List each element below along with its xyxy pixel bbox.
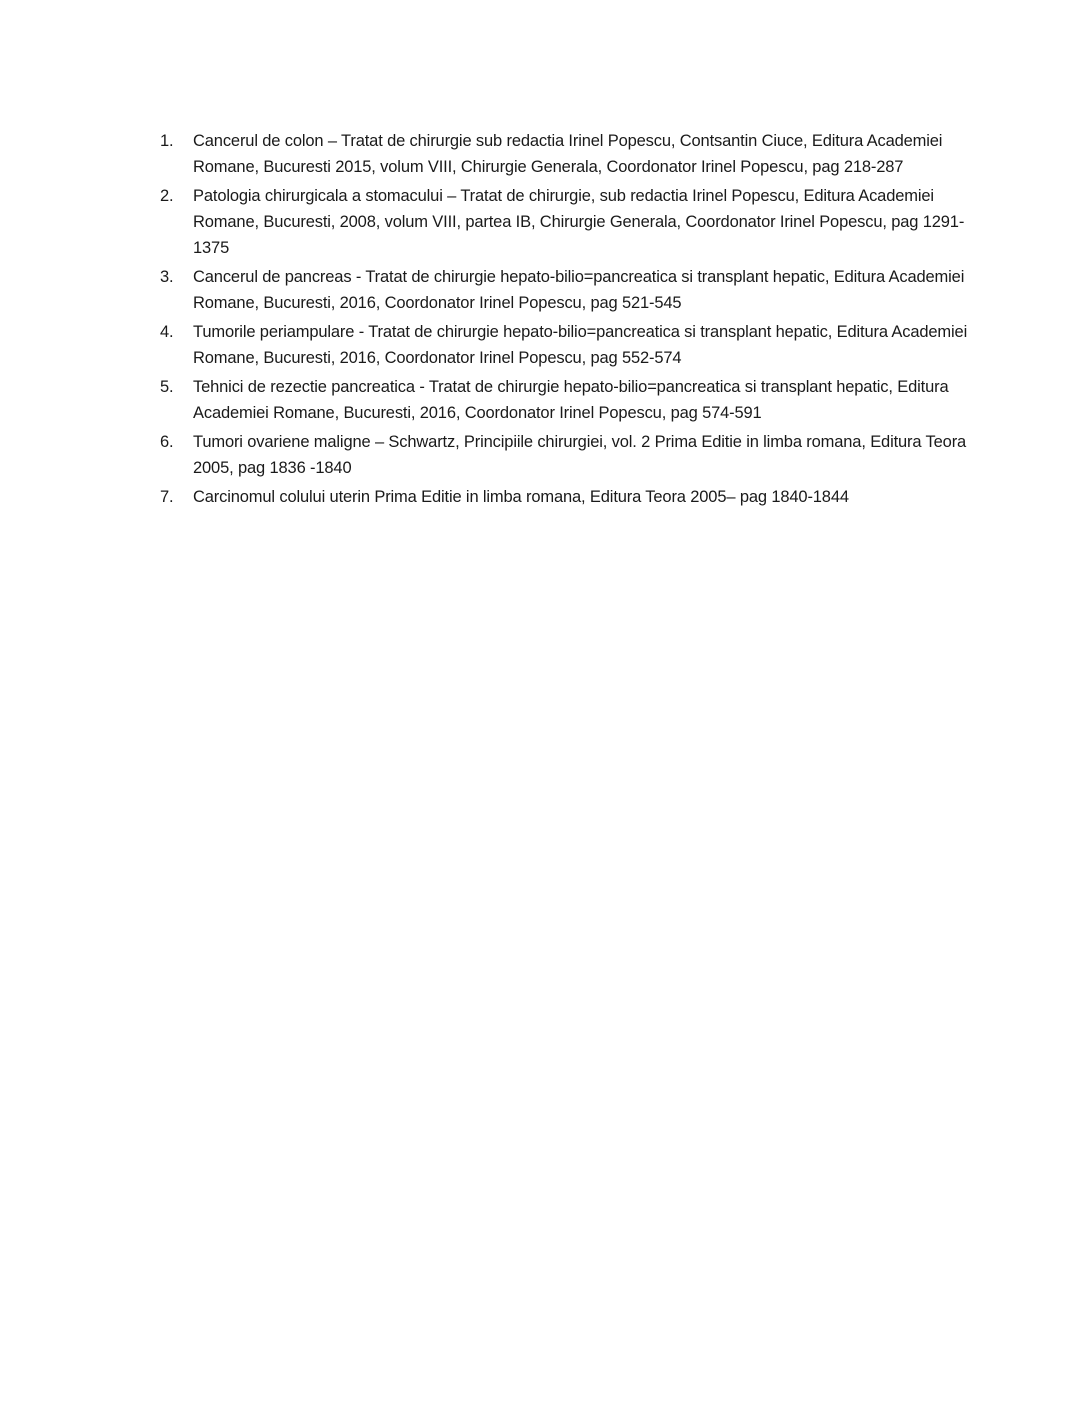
reference-title: Tumorile periampulare	[193, 323, 355, 341]
list-item-text	[193, 374, 970, 426]
list-item-text	[193, 183, 970, 261]
list-item	[160, 128, 970, 180]
list-item-text	[193, 484, 970, 510]
list-item	[160, 484, 970, 510]
reference-source: - Tratat de chirurgie hepato-bilio=pancreatica si transplant hepatic, Editura Academiei Romane, Bucuresti, 2016, Coordonator Irinel Popescu, pag 552-574	[193, 323, 968, 367]
reference-text: Patologia chirurgicala a stomacului – Tratat de chirurgie, sub redactia Irinel Popescu, Editura Academiei Romane, Bucuresti, 2008, volum VIII, partea IB, Chirurgie Generala, Coordonator Irinel Popescu, pag 1291-1375	[193, 187, 965, 257]
list-item-text	[193, 429, 970, 481]
reference-list	[160, 128, 970, 513]
list-item-number: 1.	[160, 132, 174, 150]
list-item-number: 7.	[160, 488, 174, 506]
list-item	[160, 183, 970, 261]
reference-title: Tehnici de rezectie pancreatica	[193, 378, 415, 396]
list-item-text	[193, 128, 970, 180]
list-item-text	[193, 264, 970, 316]
list-item	[160, 319, 970, 371]
list-item	[160, 374, 970, 426]
list-item	[160, 429, 970, 481]
list-item-number: 3.	[160, 268, 174, 286]
list-item-text	[193, 319, 970, 371]
list-item-number: 4.	[160, 323, 174, 341]
list-item-number: 2.	[160, 187, 174, 205]
list-item-number: 6.	[160, 433, 174, 451]
reference-source: - Tratat de chirurgie hepato-bilio=pancreatica si transplant hepatic, Editura Academiei Romane, Bucuresti, 2016, Coordonator Irinel Popescu, pag 574-591	[193, 378, 949, 422]
reference-source: - Tratat de chirurgie hepato-bilio=pancreatica si transplant hepatic, Editura Academiei Romane, Bucuresti, 2016, Coordonator Irinel Popescu, pag 521-545	[193, 268, 965, 312]
reference-text: Tumori ovariene maligne – Schwartz, Principiile chirurgiei, vol. 2 Prima Editie in limba romana, Editura Teora 2005, pag 1836 -1840	[193, 433, 967, 477]
list-item-number: 5.	[160, 378, 174, 396]
reference-text: Carcinomul colului uterin Prima Editie in limba romana, Editura Teora 2005– pag 1840-1844	[193, 488, 849, 506]
reference-title: Cancerul de pancreas	[193, 268, 352, 286]
list-item	[160, 264, 970, 316]
reference-text: Cancerul de colon – Tratat de chirurgie sub redactia Irinel Popescu, Contsantin Ciuce, Editura Academiei Romane, Bucuresti 2015, volum VIII, Chirurgie Generala, Coordonator Irinel Popescu, pag 218-287	[193, 132, 943, 176]
